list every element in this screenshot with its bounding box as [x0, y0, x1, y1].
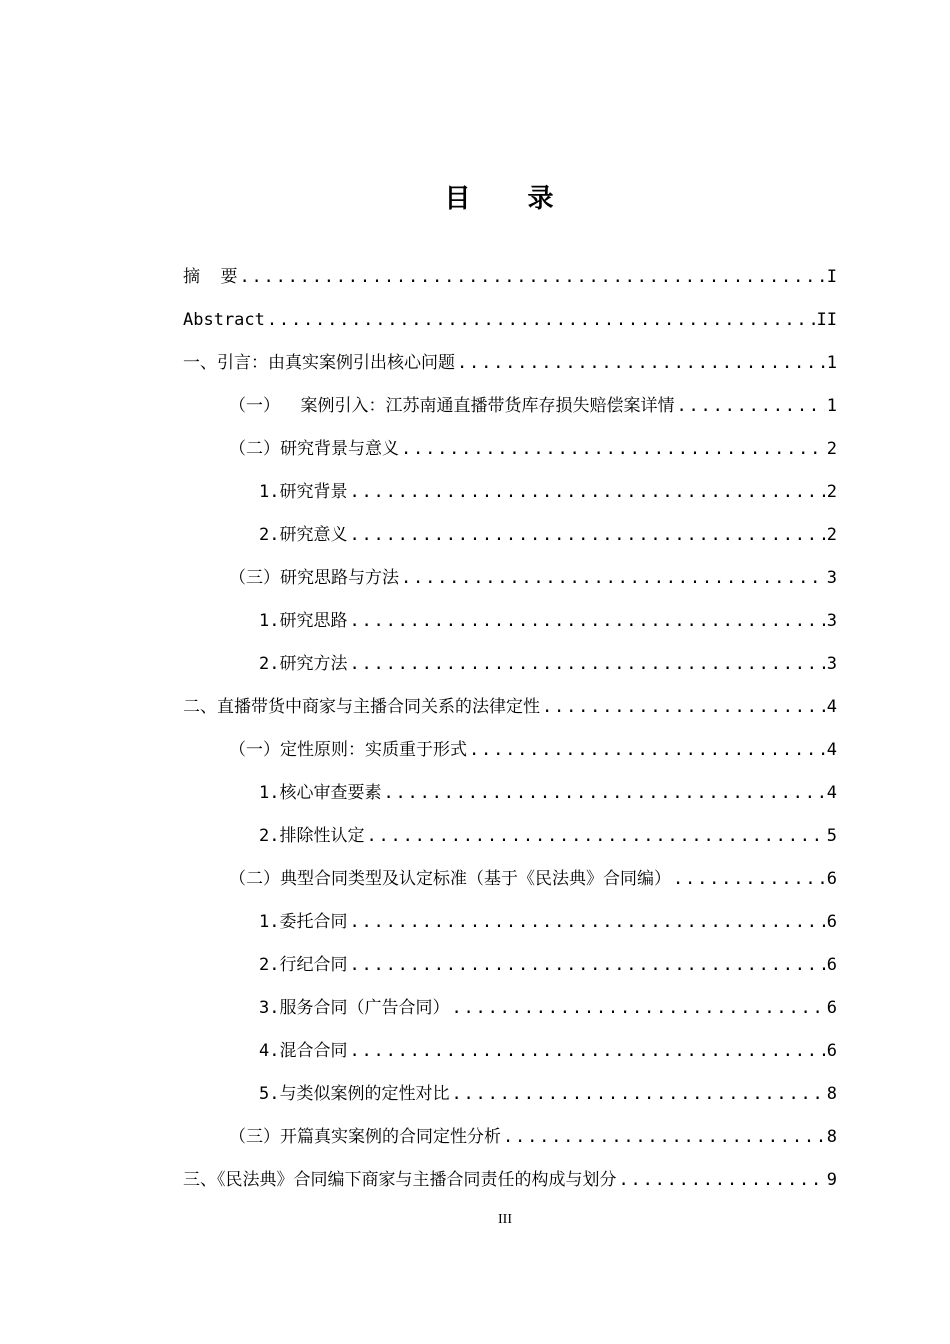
toc-leader-dots: [349, 606, 824, 636]
toc-leader-dots: [349, 520, 824, 550]
toc-entry-page: 5: [826, 826, 837, 846]
toc-entry-page: 6: [826, 869, 837, 889]
toc-entry[interactable]: [229, 864, 837, 894]
toc-entry[interactable]: [259, 778, 837, 808]
toc-entry-label: （三）研究思路与方法: [229, 568, 399, 588]
toc-entry-page: 8: [826, 1084, 837, 1104]
toc-entry-label: Abstract: [183, 310, 265, 330]
toc-entry-label: 1.研究思路: [259, 611, 348, 631]
toc-entry-page: 2: [826, 525, 837, 545]
toc-entry[interactable]: [259, 606, 837, 636]
toc-entry[interactable]: [229, 434, 837, 464]
toc-leader-dots: [542, 692, 825, 722]
toc-leader-dots: [619, 1165, 825, 1195]
toc-entry-page: 3: [826, 611, 837, 631]
page-title: 目 录: [444, 184, 578, 214]
toc-leader-dots: [267, 305, 815, 335]
toc-entry[interactable]: [259, 907, 837, 937]
toc-leader-dots: [349, 950, 824, 980]
toc-entry-label: 1.核心审查要素: [259, 783, 382, 803]
toc-entry-label: （三）开篇真实案例的合同定性分析: [229, 1127, 501, 1147]
toc-entry-label: 1.研究背景: [259, 482, 348, 502]
toc-entry[interactable]: [183, 262, 837, 292]
toc-leader-dots: [239, 262, 824, 292]
toc-entry[interactable]: [229, 1122, 837, 1152]
toc-leader-dots: [401, 434, 825, 464]
toc-entry-page: I: [826, 267, 837, 287]
toc-entry[interactable]: [259, 821, 837, 851]
toc-leader-dots: [469, 735, 825, 765]
toc-entry-page: 2: [826, 439, 837, 459]
toc-entry[interactable]: [259, 1036, 837, 1066]
toc-leader-dots: [451, 1079, 824, 1109]
page-number: III: [498, 1212, 512, 1227]
toc-entry-label: 5.与类似案例的定性对比: [259, 1084, 450, 1104]
toc-entry-page: 6: [826, 1041, 837, 1061]
toc-entry-label: （一） 案例引入：江苏南通直播带货库存损失赔偿案详情: [229, 396, 675, 416]
toc-entry-label: （一）定性原则：实质重于形式: [229, 740, 467, 760]
toc-entry-label: （二）典型合同类型及认定标准（基于《民法典》合同编）: [229, 869, 671, 889]
toc-leader-dots: [349, 907, 824, 937]
toc-entry-page: 2: [826, 482, 837, 502]
toc-entry-page: 3: [826, 568, 837, 588]
toc-entry-page: 3: [826, 654, 837, 674]
toc-leader-dots: [457, 348, 825, 378]
toc-leader-dots: [383, 778, 824, 808]
toc-entry[interactable]: [259, 993, 837, 1023]
toc-leader-dots: [503, 1122, 825, 1152]
toc-entry-page: 9: [826, 1170, 837, 1190]
toc-entry[interactable]: [183, 348, 837, 378]
toc-entry-page: 4: [826, 740, 837, 760]
toc-leader-dots: [366, 821, 824, 851]
toc-entry-label: 二、直播带货中商家与主播合同关系的法律定性: [183, 697, 540, 717]
toc-entry-label: 3.服务合同（广告合同）: [259, 998, 450, 1018]
toc-entry-label: （二）研究背景与意义: [229, 439, 399, 459]
toc-entry-label: 2.研究意义: [259, 525, 348, 545]
toc-leader-dots: [451, 993, 824, 1023]
toc-leader-dots: [349, 1036, 824, 1066]
toc-entry-page: 8: [826, 1127, 837, 1147]
toc-entry-page: 6: [826, 998, 837, 1018]
toc-entry[interactable]: [183, 692, 837, 722]
toc-entry[interactable]: [229, 563, 837, 593]
toc-leader-dots: [673, 864, 825, 894]
toc-leader-dots: [349, 649, 824, 679]
toc-leader-dots: [676, 391, 824, 421]
toc-entry[interactable]: [183, 1165, 837, 1195]
toc-entry-label: 摘 要: [183, 267, 238, 287]
toc-entry-label: 2.研究方法: [259, 654, 348, 674]
toc-entry[interactable]: [259, 477, 837, 507]
toc-entry-page: 1: [826, 396, 837, 416]
toc-entry[interactable]: [259, 649, 837, 679]
toc-entry[interactable]: [259, 520, 837, 550]
toc-entry-page: II: [816, 310, 837, 330]
toc-entry[interactable]: [229, 391, 837, 421]
toc-entry[interactable]: [259, 950, 837, 980]
toc-leader-dots: [401, 563, 825, 593]
toc-entry-label: 三、《民法典》合同编下商家与主播合同责任的构成与划分: [183, 1170, 617, 1190]
toc-entry-page: 4: [826, 697, 837, 717]
toc-entry[interactable]: [183, 305, 837, 335]
toc-entry-label: 2.排除性认定: [259, 826, 365, 846]
toc-entry-page: 6: [826, 912, 837, 932]
toc-leader-dots: [349, 477, 824, 507]
toc-entry[interactable]: [229, 735, 837, 765]
toc-entry-label: 4.混合合同: [259, 1041, 348, 1061]
toc-entry-page: 1: [826, 353, 837, 373]
toc-entry[interactable]: [259, 1079, 837, 1109]
toc-entry-label: 一、引言：由真实案例引出核心问题: [183, 353, 455, 373]
toc-entry-page: 6: [826, 955, 837, 975]
toc-entry-label: 2.行纪合同: [259, 955, 348, 975]
toc-entry-label: 1.委托合同: [259, 912, 348, 932]
toc-entry-page: 4: [826, 783, 837, 803]
